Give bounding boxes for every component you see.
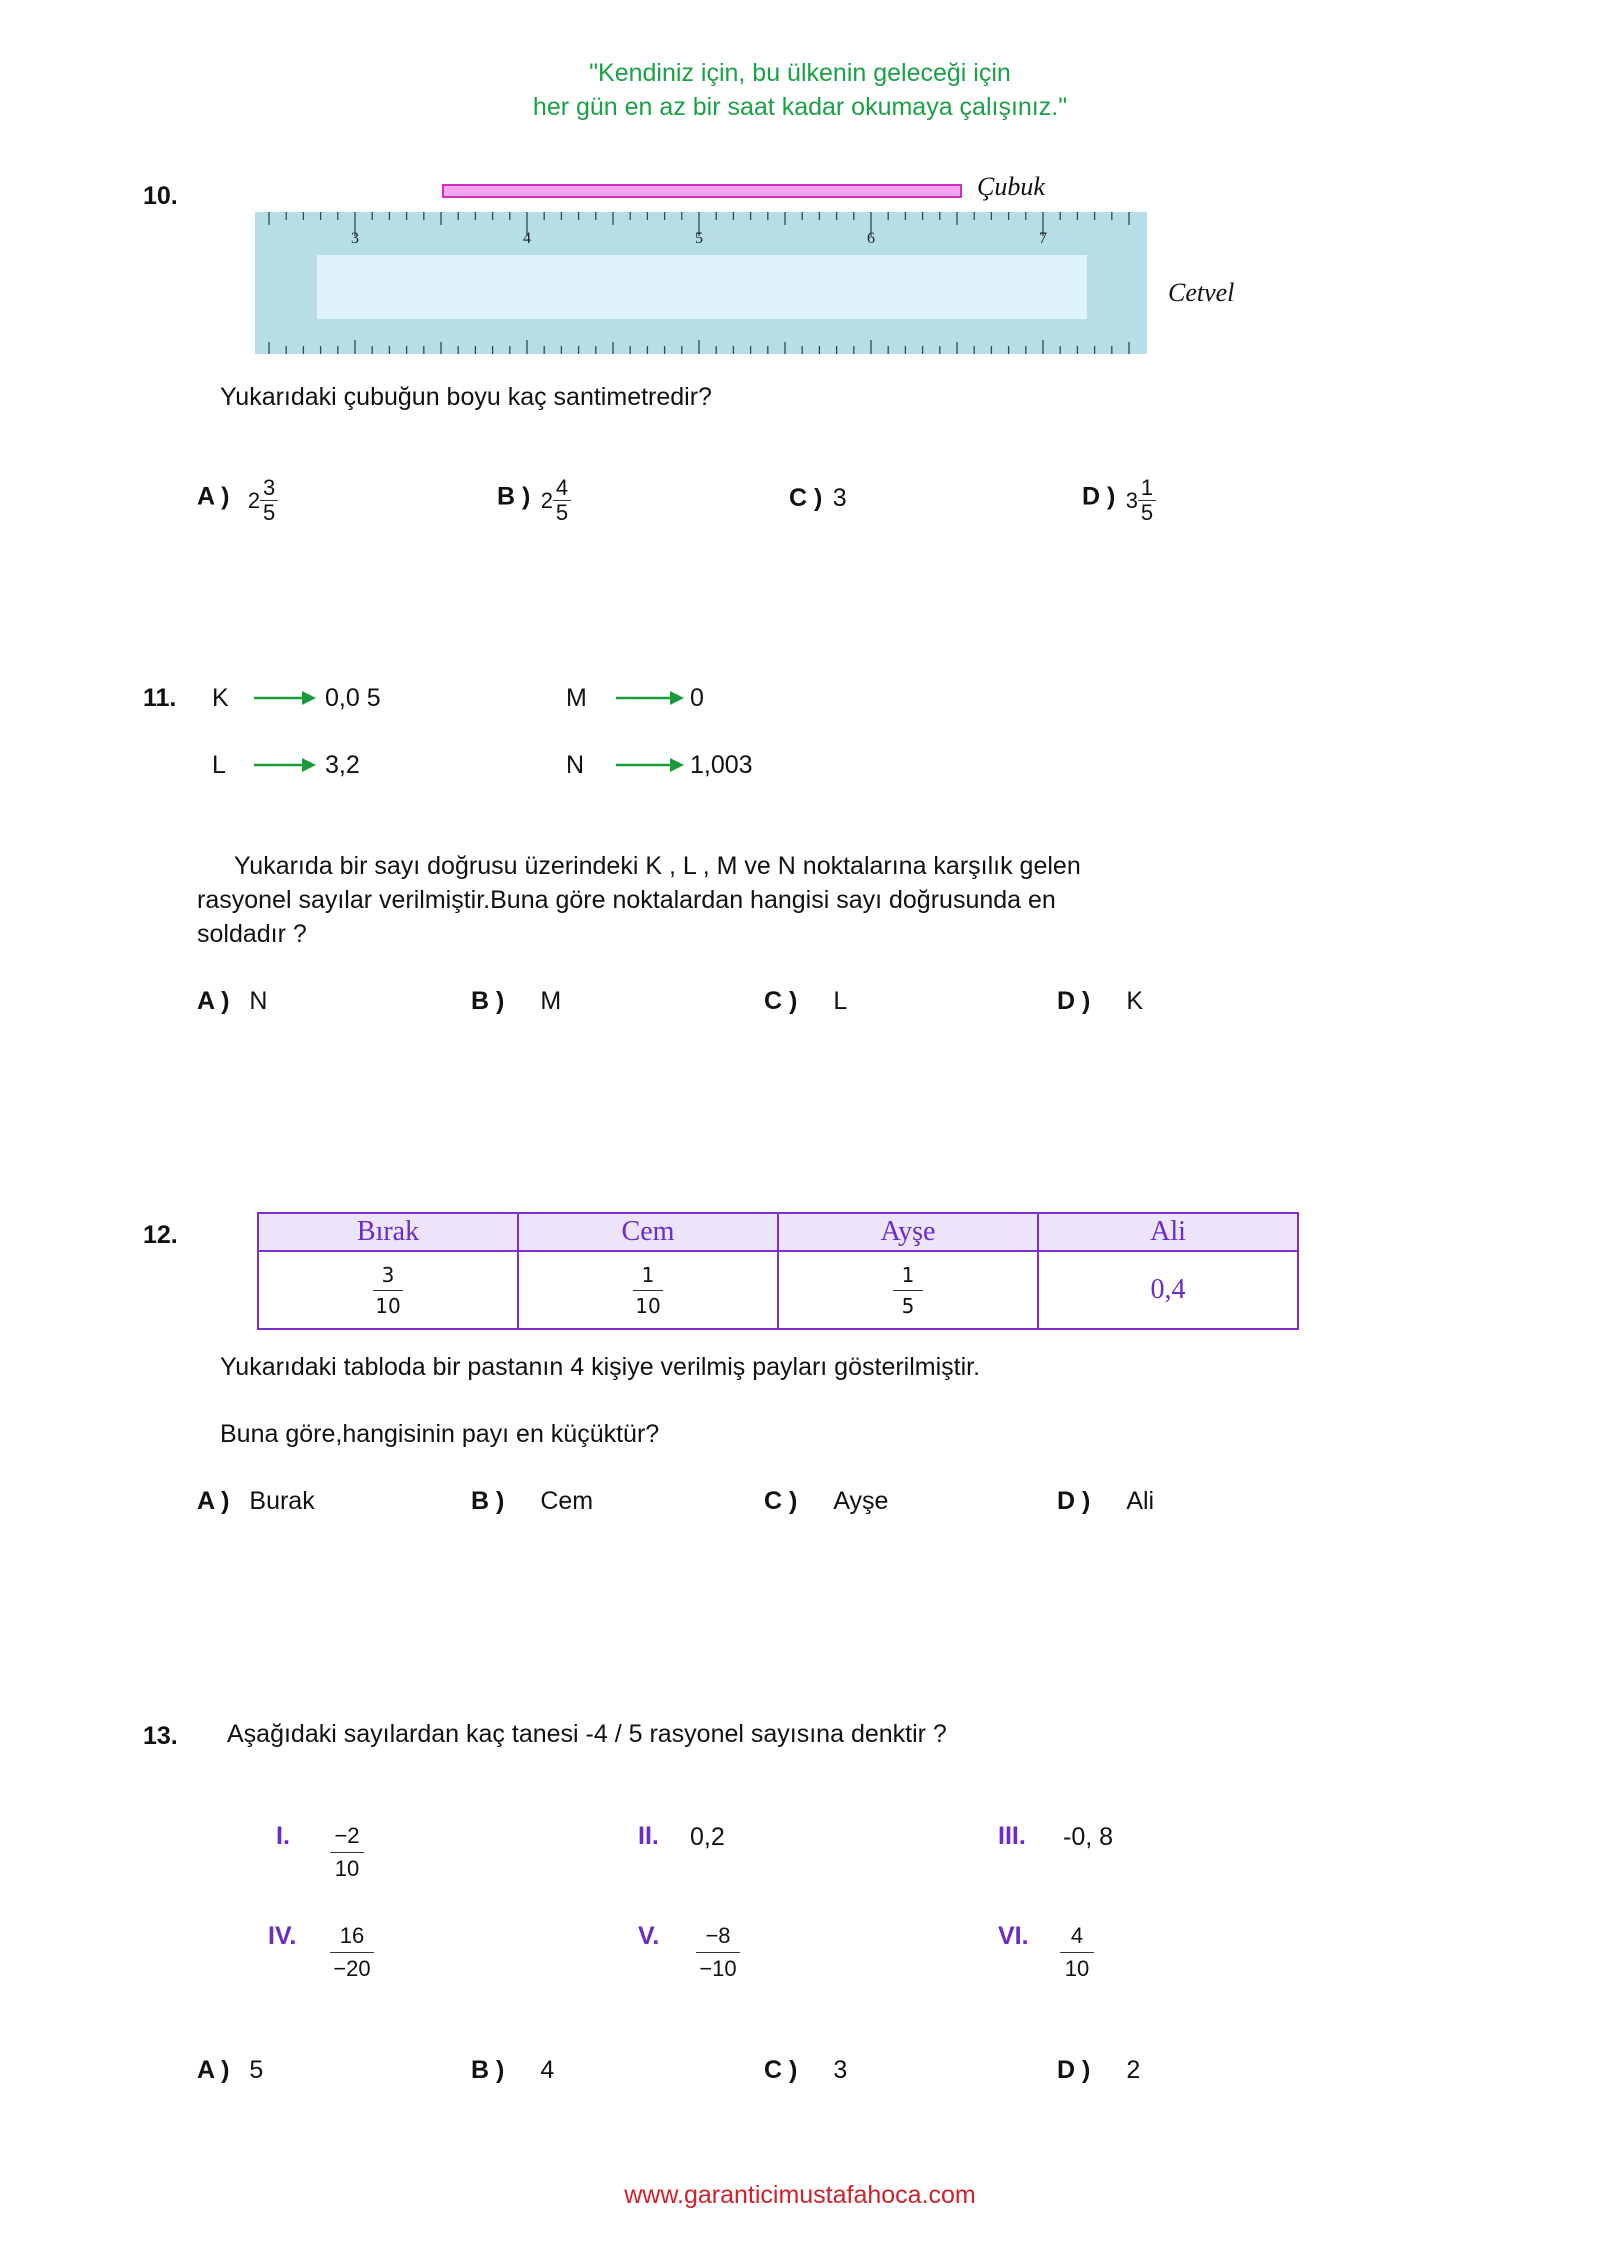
option-value: 3: [832, 484, 847, 512]
ruler-number: 6: [867, 230, 875, 247]
question-11-text-line-1: Yukarıda bir sayı doğrusu üzerindeki K , L , M ve N noktalarına karşılık gelen: [234, 852, 1081, 880]
question-10-text: Yukarıdaki çubuğun boyu kaç santimetredir?: [220, 383, 712, 411]
ruler-number: 4: [523, 230, 531, 247]
question-10-number: 10.: [143, 182, 178, 210]
q13-option-b[interactable]: [471, 2053, 554, 2087]
numerator: −8: [705, 1923, 731, 1948]
item-1-fraction: [330, 1820, 364, 1885]
option-letter: D ): [1057, 1487, 1091, 1515]
option-letter: A ): [197, 987, 230, 1015]
option-letter: B ): [497, 482, 531, 511]
numerator: 1: [641, 1262, 655, 1287]
header-birak: Bırak: [258, 1213, 518, 1251]
q10-option-b[interactable]: [497, 476, 571, 525]
item-1-label: I.: [276, 1822, 290, 1850]
shares-table: [257, 1212, 1299, 1330]
numerator: 3: [262, 475, 276, 500]
q12-option-d[interactable]: [1057, 1484, 1154, 1518]
ruler-number: 5: [695, 230, 703, 247]
numerator: 1: [901, 1262, 915, 1287]
rod: [443, 185, 961, 197]
header-ayse: Ayşe: [778, 1213, 1038, 1251]
point-m-value: 0: [690, 684, 704, 712]
item-2-value: 0,2: [690, 1823, 725, 1851]
item-6-fraction: [1060, 1920, 1094, 1985]
arrow-right-icon: [616, 755, 684, 775]
point-l-label: L: [212, 751, 226, 779]
motto-line-1: "Kendiniz için, bu ülkenin geleceği için: [589, 59, 1011, 87]
question-11-number: 11.: [143, 684, 177, 712]
question-11-text-line-2: rasyonel sayılar verilmiştir.Buna göre noktalardan hangisi sayı doğrusunda en: [197, 886, 1056, 914]
option-letter: D ): [1082, 482, 1116, 511]
q12-option-c[interactable]: [764, 1484, 888, 1518]
option-value: N: [249, 987, 268, 1015]
point-n-label: N: [566, 751, 585, 779]
arrow-right-icon: [254, 688, 316, 708]
q12-option-b[interactable]: [471, 1484, 593, 1518]
question-13-number: 13.: [143, 1722, 178, 1750]
value-birak: [258, 1251, 518, 1329]
numerator: 3: [381, 1262, 395, 1287]
option-letter: C ): [789, 484, 823, 512]
denominator: 10: [334, 1856, 360, 1881]
option-value: L: [833, 987, 848, 1015]
value-cem: [518, 1251, 778, 1329]
option-letter: D ): [1057, 987, 1091, 1015]
option-fraction: [1138, 476, 1156, 525]
q11-option-b[interactable]: [471, 984, 561, 1018]
option-letter: C ): [764, 1487, 798, 1515]
point-m-label: M: [566, 684, 587, 712]
option-value: M: [540, 987, 562, 1015]
option-letter: B ): [471, 1487, 505, 1515]
denominator: 5: [1140, 500, 1154, 525]
option-fraction: [260, 476, 278, 525]
option-letter: C ): [764, 2056, 798, 2084]
item-2-label: II.: [638, 1822, 659, 1850]
option-value: Ali: [1126, 1487, 1155, 1515]
q11-option-a[interactable]: [197, 984, 267, 1018]
item-3-label: III.: [998, 1822, 1026, 1850]
option-whole: 3: [1125, 487, 1139, 513]
q10-option-d[interactable]: [1082, 476, 1156, 525]
rod-label: Çubuk: [977, 172, 1045, 201]
value-ali: 0,4: [1038, 1251, 1298, 1329]
numerator: 1: [1140, 475, 1154, 500]
option-value: 2: [1126, 2056, 1141, 2084]
option-value: Burak: [249, 1487, 315, 1515]
denominator: 10: [375, 1293, 401, 1318]
option-letter: D ): [1057, 2056, 1091, 2084]
denominator: 5: [262, 500, 276, 525]
motto-line-2: her gün en az bir saat kadar okumaya çalışınız.": [532, 93, 1068, 121]
ruler-number: 3: [351, 230, 359, 247]
option-fraction: [553, 476, 571, 525]
table-row: [258, 1251, 1298, 1329]
q10-option-c[interactable]: [789, 481, 847, 515]
question-13-text: Aşağıdaki sayılardan kaç tanesi -4 / 5 rasyonel sayısına denktir ?: [227, 1720, 947, 1748]
value-ayse: [778, 1251, 1038, 1329]
arrow-right-icon: [616, 688, 684, 708]
arrow-right-icon: [254, 755, 316, 775]
denominator: 5: [901, 1293, 915, 1318]
question-12-text: Buna göre,hangisinin payı en küçüktür?: [220, 1420, 660, 1448]
q11-option-d[interactable]: [1057, 984, 1143, 1018]
question-11-text-line-3: soldadır ?: [197, 920, 307, 948]
item-5-label: V.: [638, 1922, 660, 1950]
header-cem: Cem: [518, 1213, 778, 1251]
numerator: 16: [339, 1923, 365, 1948]
denominator: 10: [635, 1293, 661, 1318]
question-12-statement: Yukarıdaki tabloda bir pastanın 4 kişiye verilmiş payları gösterilmiştir.: [220, 1353, 981, 1381]
option-value: Cem: [540, 1487, 594, 1515]
option-value: 5: [249, 2056, 264, 2084]
q12-option-a[interactable]: [197, 1484, 315, 1518]
item-4-fraction: [330, 1920, 374, 1985]
point-n-value: 1,003: [690, 751, 753, 779]
item-5-fraction: [696, 1920, 740, 1985]
option-letter: C ): [764, 987, 798, 1015]
ruler-label: Cetvel: [1168, 278, 1235, 307]
item-6-label: VI.: [998, 1922, 1029, 1950]
table-header-row: [258, 1213, 1298, 1251]
q13-option-a[interactable]: [197, 2053, 263, 2087]
option-letter: A ): [197, 1487, 230, 1515]
option-value: 3: [833, 2056, 848, 2084]
ruler-diagram: [255, 175, 1255, 365]
option-letter: A ): [197, 2056, 230, 2084]
denominator: −10: [699, 1956, 737, 1981]
item-3-value: -0, 8: [1063, 1823, 1114, 1851]
question-12-number: 12.: [143, 1221, 178, 1249]
point-l-value: 3,2: [325, 751, 360, 779]
option-letter: A ): [197, 482, 230, 511]
numerator: 4: [1070, 1923, 1084, 1948]
ruler-window: [317, 255, 1087, 319]
denominator: 10: [1064, 1956, 1090, 1981]
q13-option-c[interactable]: [764, 2053, 847, 2087]
numerator: −2: [334, 1823, 360, 1848]
option-letter: B ): [471, 2056, 505, 2084]
option-value: 4: [540, 2056, 555, 2084]
option-whole: 2: [540, 487, 554, 513]
denominator: 5: [555, 500, 569, 525]
point-k-label: K: [212, 684, 229, 712]
option-letter: B ): [471, 987, 505, 1015]
q13-option-d[interactable]: [1057, 2053, 1140, 2087]
footer-url[interactable]: www.garanticimustafahoca.com: [624, 2181, 976, 2209]
item-4-label: IV.: [268, 1922, 297, 1950]
ruler-number: 7: [1039, 230, 1047, 247]
numerator: 4: [555, 475, 569, 500]
option-whole: 2: [247, 487, 261, 513]
denominator: −20: [333, 1956, 371, 1981]
header-ali: Ali: [1038, 1213, 1298, 1251]
q10-option-a[interactable]: [197, 476, 278, 525]
option-value: Ayşe: [833, 1487, 889, 1515]
option-value: K: [1126, 987, 1144, 1015]
point-k-value: 0,0 5: [325, 684, 381, 712]
q11-option-c[interactable]: [764, 984, 847, 1018]
